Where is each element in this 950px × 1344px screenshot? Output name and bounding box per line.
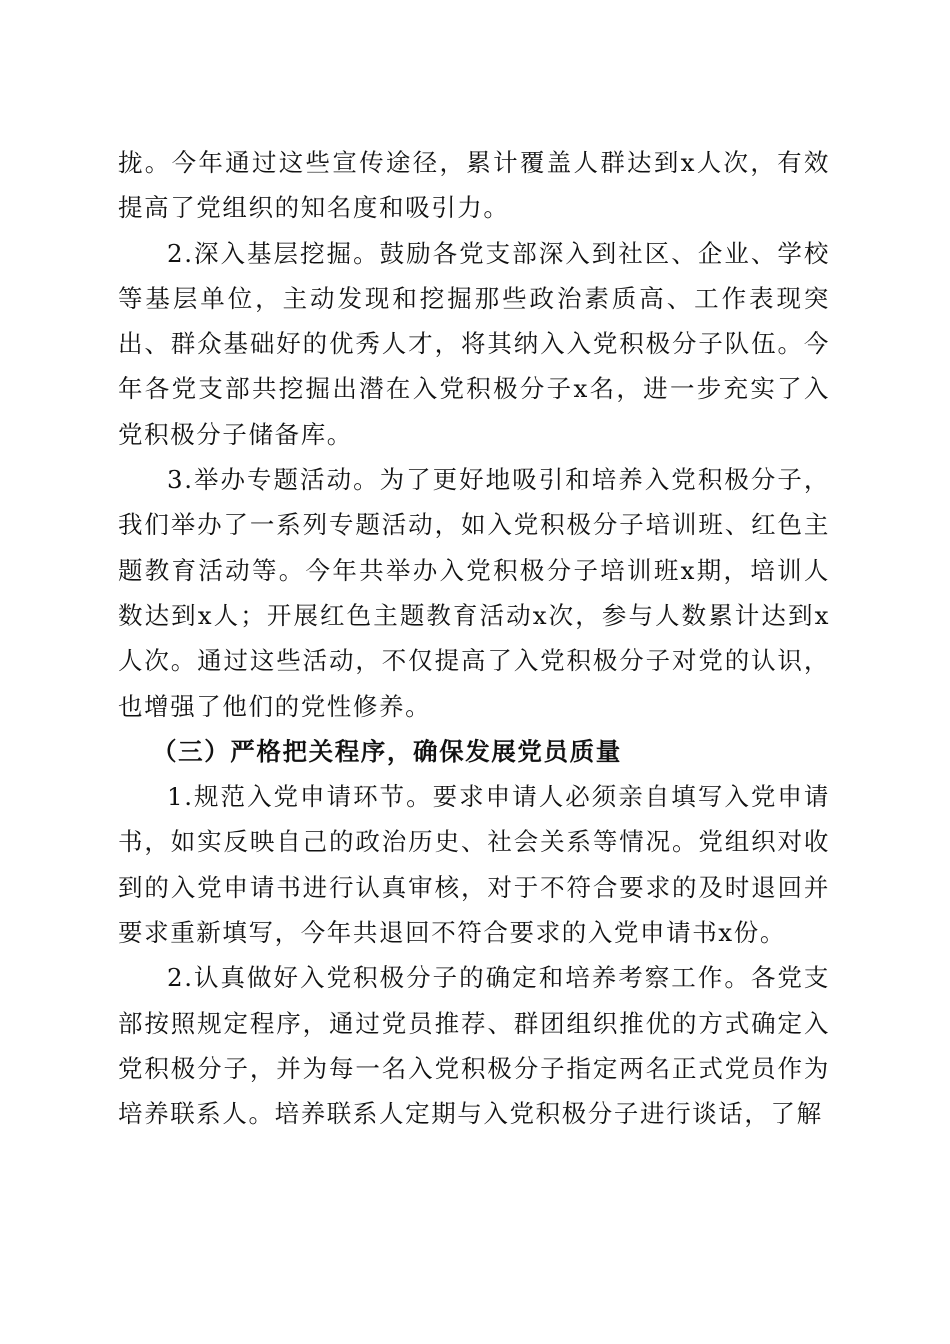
paragraph-activist-training: 2.认真做好入党积极分子的确定和培养考察工作。各党支部按照规定程序，通过党员推荐、群团组织推优的方式确定入党积极分子，并为每一名入党积极分子指定两名正式党员作为培养联系人。培养联系人定期与入党积极分子进行谈话，了解 [118,963,830,1129]
document-body [118,140,830,1137]
paragraph-grassroots-mining: 2.深入基层挖掘。鼓励各党支部深入到社区、企业、学校等基层单位，主动发现和挖掘那些政治素质高、工作表现突出、群众基础好的优秀人才，将其纳入入党积极分子队伍。今年各党支部共挖掘出潜在入党积极分子x名，进一步充实了入党积极分子储备库。 [118,238,830,449]
paragraph-continuation: 拢。今年通过这些宣传途径，累计覆盖人群达到x人次，有效提高了党组织的知名度和吸引力。 [118,148,830,223]
paragraph-application-standard: 1.规范入党申请环节。要求申请人必须亲自填写入党申请书，如实反映自己的政治历史、社会关系等情况。党组织对收到的入党申请书进行认真审核，对于不符合要求的及时退回并要求重新填写，今年共退回不符合要求的入党申请书x份。 [118,782,830,948]
paragraph-special-activities: 3.举办专题活动。为了更好地吸引和培养入党积极分子，我们举办了一系列专题活动，如入党积极分子培训班、红色主题教育活动等。今年共举办入党积极分子培训班x期，培训人数达到x人；开展红色主题教育活动x次，参与人数累计达到x人次。通过这些活动，不仅提高了入党积极分子对党的认识，也增强了他们的党性修养。 [118,465,830,721]
section-heading: （三）严格把关程序，确保发展党员质量 [152,736,622,766]
